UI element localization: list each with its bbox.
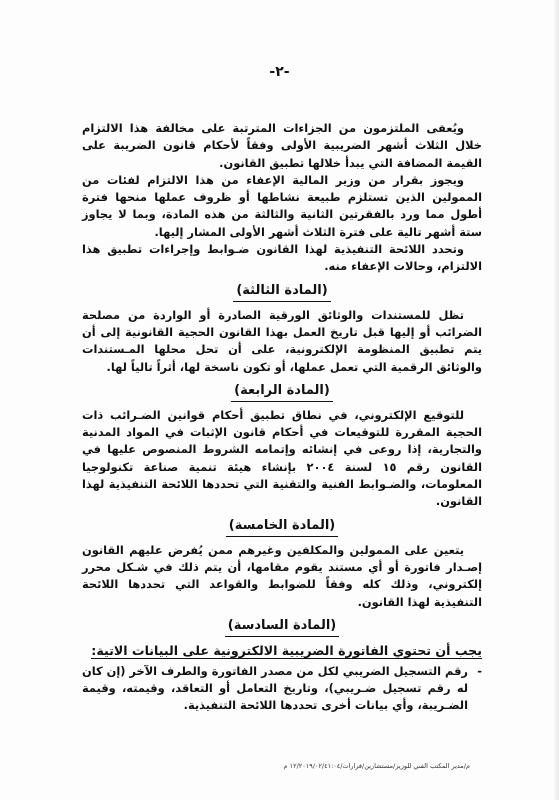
article-5-text: يتعين على الممولين والمكلفين وغيرهم ممن يُفرض عليهم القانون إصـدار فاتورة أو أي مستند يقوم مقامها، أن يتم ذلك في شـكل محرر إلكتروني، وذلك كله وفقاً للضوابط والقواعد التي تحددها اللائحة التنفيذية لهذا القانون. (82, 542, 482, 609)
bullet-dash: - (477, 663, 482, 678)
page-number: -٢- (269, 64, 290, 80)
article-6-lead: يجب أن تحتوي الفاتورة الضريبية الالكترونية على البيانات الاتية: (91, 642, 482, 658)
article-3-heading: (المادة الثالثة) (82, 282, 482, 302)
footer-file-path: م/مدير المكتب الفني للوزير/مستشارين/قرارات/١٢/٢٠١٩/٠٢/٤١:٠٤ م (283, 762, 470, 770)
paragraph-minister-exemption: ويجوز بقرار من وزير المالية الإعفاء من هذا الالتزام لفئات من الممولين الذين تستلزم طبيعة نشاطها أو ظروف عملها منحها فترة أطول مما ورد بالفقرتين الثانية والثالثة من هذه المادة، وبما لا يجاوز ستة أشهر تالية على فترة الثلاث أشهر الأولى المشار إليها. (82, 172, 482, 239)
page-edge (553, 0, 559, 800)
article-5-heading: (المادة الخامسة) (82, 517, 482, 537)
list-item-text: رقم التسجيل الضريبي لكل من مصدر الفاتورة والطرف الآخر (إن كان له رقم تسجيل ضـريبي)، وتاريخ التعامل أو التعاقد، وقيمته، وقيمة الضـريبة، وأي بيانات أخرى تحددها اللائحة التنفيذية. (82, 663, 468, 713)
article-4-heading: (المادة الرابعة) (82, 382, 482, 402)
article-6-heading: (المادة السادسة) (82, 617, 482, 637)
document-body (82, 120, 482, 715)
article-3-text: تظل للمستندات والوثائق الورقية الصادرة أو الواردة من مصلحة الضرائب أو إليها قبل تاريخ العمل بهذا القانون الحجية القانونية إلى أن يتم تطبيق المنظومة الإلكترونية، على أن تحل محلها المـستندات والوثائق الرقمية التي تعمل عملها، أو تكون ناسخة لها، أثراً تالياً لها. (82, 307, 482, 374)
paragraph-exemption: ويُعفى الملتزمون من الجزاءات المترتبة على مخالفة هذا الالتزام خلال الثلاث أشهر الضريبية الأولى وفقاً لأحكام قانون الضريبة على القيمة المضافة التي يبدأ خلالها تطبيق القانون. (82, 121, 482, 170)
list-item (82, 663, 482, 715)
article-6-list (82, 663, 482, 715)
paragraph-executive-regulations: وتحدد اللائحة التنفيذية لهذا القانون ضـوابط وإجراءات تطبيق هذا الالتزام، وحالات الإعفاء منه. (82, 242, 482, 274)
article-4-text: للتوقيع الإلكتروني، في نطاق تطبيق أحكام قوانين الضـرائب ذات الحجية المقررة للتوقيعات في أحكام قانون الإثبات في المواد المدنية والتجارية، إذا روعى في إنشائه وإتمامه الشروط المنصوص عليها في القانون رقم ١٥ لسنة ٢٠٠٤ بإنشاء هيئة تنمية صناعة تكنولوجيا المعلومات، والضـوابط الفنية والتقنية التي تحددها اللائحة التنفيذية لهذا القانون. (82, 407, 482, 509)
